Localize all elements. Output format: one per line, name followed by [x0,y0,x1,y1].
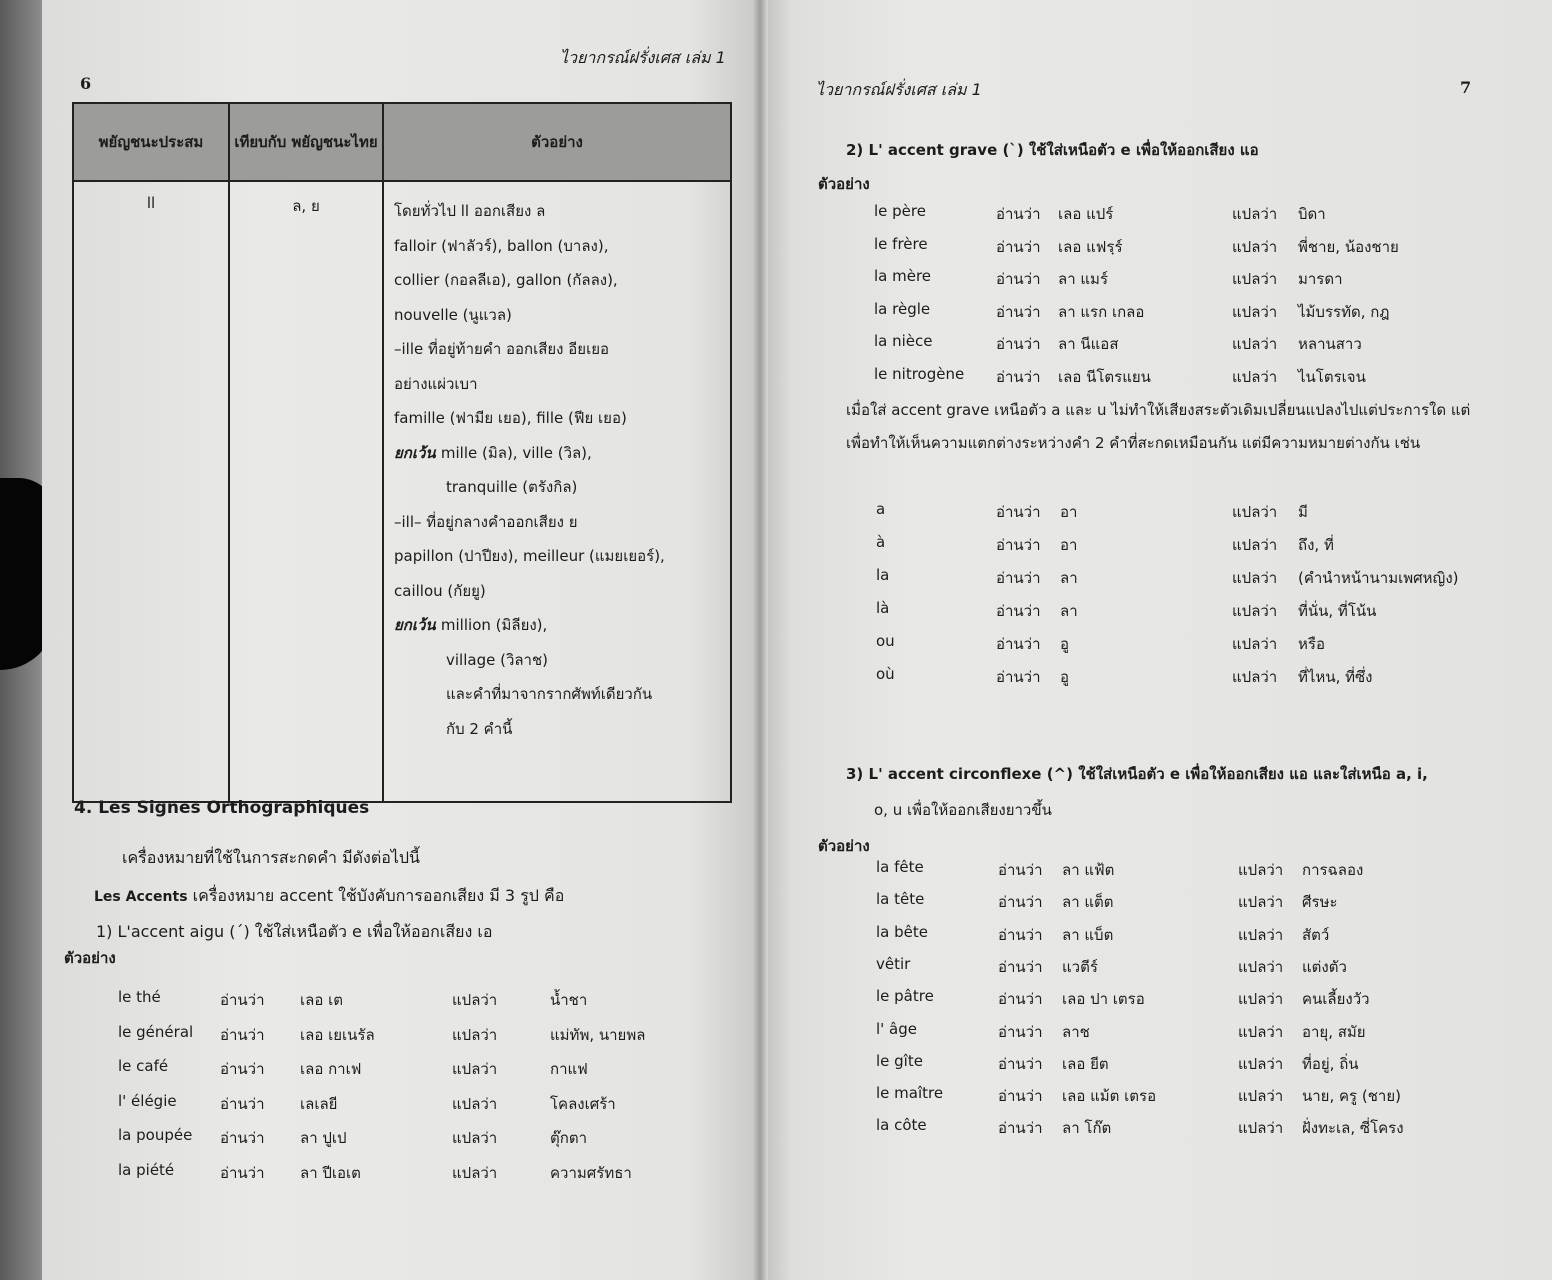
accent-aigu-line: 1) L'accent aigu (´) ใช้ใส่เหนือตัว e เพื่อให้ออกเสียง เอ [96,922,493,941]
example-means: แปลว่า [1238,1022,1284,1041]
example-means: แปลว่า [452,1094,498,1113]
example-pron: เลอ ยีต [1062,1054,1109,1073]
example-label-2: ตัวอย่าง [818,175,870,193]
example-read: อ่านว่า [996,569,1041,587]
table-example-text: famille (ฟามีย เยอ), fille (ฟีย เยอ) [394,409,627,427]
example-word: le nitrogène [874,364,965,383]
table-example-text: –ille ที่อยู่ท้ายคำ ออกเสียง อียเยอ [394,340,609,358]
example-meaning: สัตว์ [1302,925,1330,944]
example-word: a [876,500,886,518]
example-pron: ลา ปูเป [300,1129,347,1147]
example-means: แปลว่า [1238,1119,1284,1138]
example-meaning: แต่งตัว [1302,957,1347,976]
example-means: แปลว่า [1238,861,1284,879]
example-meaning: หลานสาว [1298,335,1362,353]
example-means: แปลว่า [1232,668,1278,686]
table-example-text: collier (กอลลีเอ), gallon (กัลลง), [394,271,618,289]
example-means: แปลว่า [1238,990,1284,1009]
example-word: la bête [876,922,928,941]
example-pron: เลอ ปา เตรอ [1062,990,1145,1009]
example-pron: ลา [1060,602,1078,620]
example-meaning: การฉลอง [1302,861,1364,879]
table-example-text: กับ 2 คำนี้ [446,719,513,738]
example-means: แปลว่า [452,1129,498,1147]
section-intro: เครื่องหมายที่ใช้ในการสะกดคำ มีดังต่อไปนี้ [122,848,420,867]
table-example-line [394,401,729,436]
example-word: la [876,566,890,584]
example-word: la fête [876,858,924,876]
example-means: แปลว่า [1232,302,1278,321]
accents-label: Les Accents [94,889,188,905]
example-word: la côte [876,1116,927,1135]
example-meaning: หรือ [1298,635,1325,653]
example-meaning: ถึง, ที่ [1298,536,1334,554]
accents-text: เครื่องหมาย accent ใช้บังคับการออกเสียง มี 3 รูป คือ [192,886,565,905]
example-meaning: ความศรัทธา [550,1163,632,1182]
example-read: อ่านว่า [220,1129,265,1147]
example-meaning: ศีรษะ [1302,893,1338,912]
table-example-line [394,367,729,402]
example-word: le père [874,202,926,220]
example-pron: แวตีร์ [1062,957,1098,976]
example-word: la mère [874,267,932,285]
example-meaning: มี [1298,503,1308,521]
example-read: อ่านว่า [996,205,1041,223]
example-meaning: (คำนำหน้านามเพศหญิง) [1298,569,1459,587]
example-means: แปลว่า [452,991,498,1009]
example-pron: เลอ เยเนรัล [300,1025,375,1044]
example-pron: เลเลยี [300,1094,338,1113]
example-word: le frère [874,234,928,253]
accent-grave-line: 2) L' accent grave (`) ใช้ใส่เหนือตัว e เพื่อให้ออกเสียง แอ [846,141,1259,159]
example-meaning: แม่ทัพ, นายพล [550,1025,646,1044]
table-example-line [394,677,729,712]
example-read: อ่านว่า [220,1163,265,1182]
example-word: le pâtre [876,987,934,1006]
example-means: แปลว่า [452,1060,498,1078]
example-pron: ลา นีแอส [1058,335,1119,353]
example-pron: ลา แฟ้ต [1062,861,1115,879]
example-means: แปลว่า [1232,367,1278,386]
example-meaning: มารดา [1298,270,1343,288]
example-word: l' âge [876,1019,918,1038]
example-word: à [876,533,886,551]
example-meaning: ที่นั่น, ที่โน้น [1298,602,1377,620]
example-read: อ่านว่า [996,302,1041,321]
gutter [752,0,768,1280]
example-read: อ่านว่า [996,635,1041,653]
example-word: le général [118,1022,194,1041]
example-pron: ลา แมร์ [1058,270,1108,288]
example-read: อ่านว่า [998,1022,1043,1041]
example-pron: อา [1060,503,1078,521]
example-means: แปลว่า [1232,335,1278,353]
example-word: la piété [118,1160,175,1179]
example-word: le café [118,1057,169,1075]
table-example-line [394,332,729,367]
accent-circ-line-1: 3) L' accent circonflexe (^) ใช้ใส่เหนือตัว e เพื่อให้ออกเสียง แอ และใส่เหนือ a, i, [846,765,1428,783]
example-means: แปลว่า [1232,635,1278,653]
example-label-3: ตัวอย่าง [818,837,870,855]
example-pron: ลา ปีเอเต [300,1163,361,1182]
table-cell-thai: ล, ย [229,181,383,802]
example-pron: เลอ แฟรฺร์ [1058,237,1123,256]
example-lines [394,194,729,746]
example-read: อ่านว่า [996,503,1041,521]
table-header-thai: เทียบกับ พยัญชนะไทย [229,103,383,181]
example-read: อ่านว่า [220,1025,265,1044]
table-example-line [394,643,729,678]
example-pron: เลอ เต [300,991,343,1009]
example-word: ou [876,632,895,650]
table-example-line [394,194,729,229]
example-meaning: คนเลี้ยงวัว [1302,990,1370,1009]
example-meaning: ไม้บรรทัด, กฎ [1298,302,1390,321]
example-meaning: ที่ไหน, ที่ซึ่ง [1298,668,1373,686]
example-meaning: พี่ชาย, น้องชาย [1298,237,1399,256]
example-pron: ลา โก๊ต [1062,1119,1112,1138]
table-example-line [394,436,729,471]
example-read: อ่านว่า [996,335,1041,353]
accent-circ-line-2: o, u เพื่อให้ออกเสียงยาวขึ้น [874,801,1052,819]
table-example-text: falloir (ฟาลัวร์), ballon (บาลง), [394,236,609,255]
example-word: le maître [876,1084,944,1103]
example-means: แปลว่า [1232,237,1278,256]
left-page-number: 6 [80,74,92,93]
table-example-line [394,574,729,609]
example-meaning: โคลงเศร้า [550,1094,616,1113]
example-read: อ่านว่า [996,668,1041,686]
example-read: อ่านว่า [996,536,1041,554]
example-read: อ่านว่า [998,893,1043,912]
example-means: แปลว่า [1238,1087,1284,1106]
example-label: ตัวอย่าง [64,949,116,967]
example-pron: เลอ แม้ต เตรอ [1062,1087,1157,1106]
right-running-head: ไวยากรณ์ฝรั่งเศส เล่ม 1 [816,80,982,99]
table-example-text: papillon (ปาปียง), meilleur (แมยเยอร์), [394,547,665,565]
example-means: แปลว่า [1232,569,1278,587]
example-pron: ลา [1060,569,1078,587]
example-read: อ่านว่า [998,861,1043,879]
table-example-line [394,505,729,540]
example-pron: ลา แต็ต [1062,893,1114,912]
example-word: le gîte [876,1051,923,1070]
table-example-text: million (มิลียง), [440,616,548,634]
example-pron: อู [1060,635,1070,653]
left-running-head: ไวยากรณ์ฝรั่งเศส เล่ม 1 [560,48,726,67]
example-pron: เลอ แปร์ [1058,205,1114,223]
example-read: อ่านว่า [220,991,265,1009]
example-meaning: อายุ, สมัย [1302,1022,1366,1041]
example-word: vêtir [876,954,911,973]
example-pron: เลอ กาเฟ [300,1060,362,1078]
table-example-line [394,712,729,747]
example-word: où [876,665,895,683]
table-example-text: tranquille (ตรังกิล) [446,478,578,496]
example-means: แปลว่า [1232,205,1278,223]
example-read: อ่านว่า [998,1119,1043,1138]
exception-keyword: ยกเว้น [394,443,441,462]
table-example-text: –ill– ที่อยู่กลางคำออกเสียง ย [394,512,578,531]
example-meaning: น้ำชา [550,991,588,1009]
exception-keyword: ยกเว้น [394,616,441,634]
example-read: อ่านว่า [998,1087,1043,1106]
example-meaning: ตุ๊กตา [550,1129,587,1147]
example-word: la poupée [118,1126,193,1144]
example-word: la règle [874,299,931,318]
example-means: แปลว่า [452,1163,498,1182]
table-example-text: และคำที่มาจากรากศัพท์เดียวกัน [446,685,653,703]
example-meaning: กาแฟ [550,1060,588,1078]
example-meaning: บิดา [1298,205,1326,223]
table-example-line [394,608,729,643]
table-example-text: caillou (กัยยู) [394,581,486,600]
example-pron: ลาช [1062,1022,1090,1041]
table-example-text: nouvelle (นูแวล) [394,305,512,324]
table-example-text: โดยทั่วไป ll ออกเสียง ล [394,202,546,220]
example-read: อ่านว่า [996,602,1041,620]
example-word: la nièce [874,332,933,350]
table-example-text: mille (มิล), ville (วิล), [440,443,592,462]
example-read: อ่านว่า [998,990,1043,1009]
example-read: อ่านว่า [998,925,1043,944]
table-example-line [394,470,729,505]
table-cell-ll: ll [73,181,229,802]
table-cell-examples [383,181,731,802]
grave-note: เมื่อใส่ accent grave เหนือตัว a และ u ไม่ทำให้เสียงสระตัวเดิมเปลี่ยนแปลงไปแต่ประการใด แต่เพื่อทำให้เห็นความแตกต่างระหว่างคำ 2 คำที่สะกดเหมือนกัน แต่มีความหมายต่างกัน เช่น [846,401,1471,452]
table-header-combined: พยัญชนะประสม [73,103,229,181]
example-word: là [876,599,890,617]
consonant-table [72,102,732,803]
example-read: อ่านว่า [220,1060,265,1078]
example-meaning: ที่อยู่, ถิ่น [1302,1054,1359,1073]
example-means: แปลว่า [1232,602,1278,620]
example-read: อ่านว่า [996,270,1041,288]
example-means: แปลว่า [1232,503,1278,521]
example-pron: อา [1060,536,1078,554]
example-read: อ่านว่า [998,1054,1043,1073]
accents-paragraph [94,884,564,909]
table-example-text: village (วิลาช) [446,650,549,669]
example-pron: เลอ นีโตรแยน [1058,367,1151,386]
example-pron: ลา แบ็ต [1062,925,1114,944]
example-means: แปลว่า [1238,925,1284,944]
table-example-line [394,539,729,574]
example-meaning: ไนโตรเจน [1298,367,1366,386]
example-read: อ่านว่า [996,237,1041,256]
example-pron: อู [1060,668,1070,686]
example-word: l' élégie [118,1091,177,1110]
example-read: อ่านว่า [998,957,1043,976]
example-means: แปลว่า [1232,270,1278,288]
table-example-line [394,229,729,264]
table-example-line [394,263,729,298]
table-example-text: อย่างแผ่วเบา [394,374,478,393]
example-means: แปลว่า [1232,536,1278,554]
example-read: อ่านว่า [996,367,1041,386]
example-meaning: นาย, ครู (ชาย) [1302,1087,1401,1106]
example-meaning: ฝั่งทะเล, ซี่โครง [1302,1119,1404,1138]
example-means: แปลว่า [1238,957,1284,976]
right-page-number: 7 [1460,78,1472,97]
example-word: la tête [876,890,925,909]
example-word: le thé [118,988,161,1006]
table-example-line [394,298,729,333]
example-read: อ่านว่า [220,1094,265,1113]
example-means: แปลว่า [1238,1054,1284,1073]
section-heading: 4. Les Signes Orthographiques [74,798,370,818]
example-means: แปลว่า [452,1025,498,1044]
example-pron: ลา แรก เกลอ [1058,302,1145,321]
example-means: แปลว่า [1238,893,1284,912]
table-header-examples: ตัวอย่าง [383,103,731,181]
